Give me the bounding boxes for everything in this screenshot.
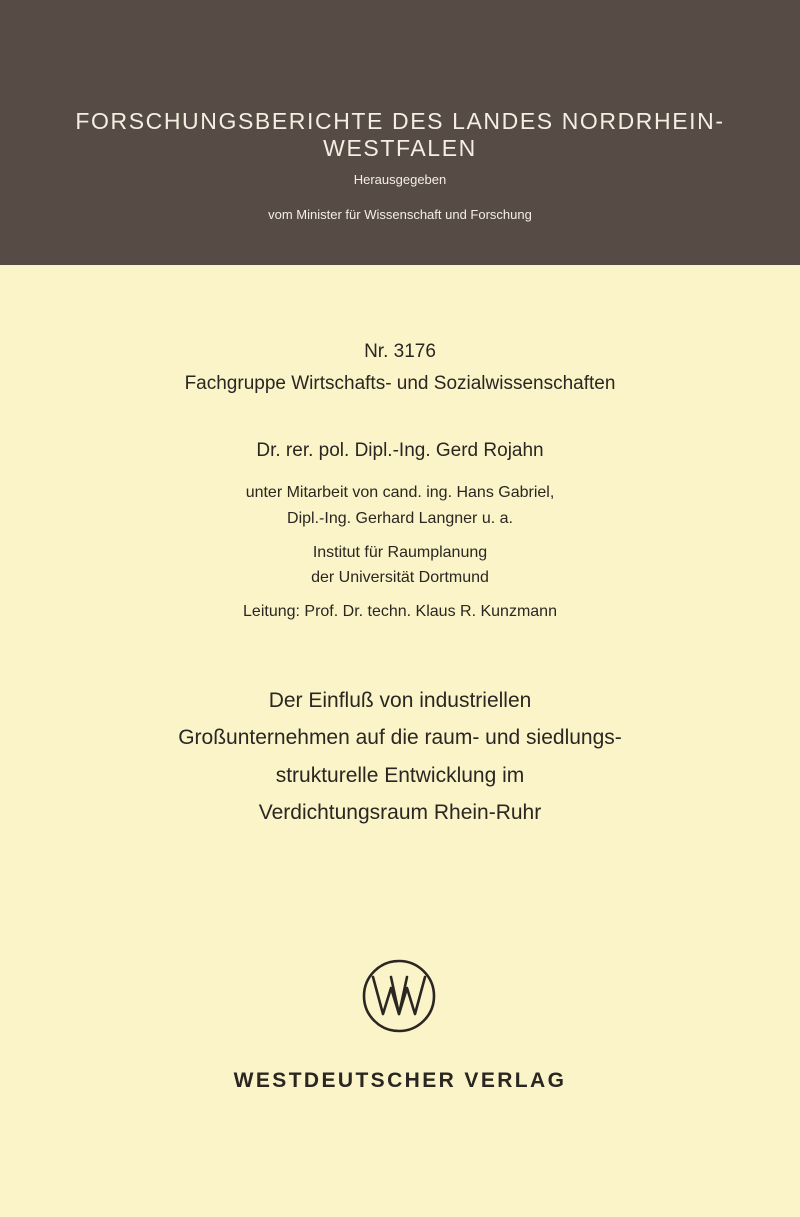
institute-line-2: der Universität Dortmund bbox=[311, 569, 489, 586]
book-title-line-1: Der Einfluß von industriellen bbox=[268, 689, 532, 712]
editor-note-line-1: Herausgegeben bbox=[353, 172, 447, 187]
series-header-band bbox=[0, 0, 800, 265]
report-number: Nr. 3176 bbox=[364, 341, 436, 362]
book-title-line-2: Großunternehmen auf die raum- und siedlungs- bbox=[178, 726, 622, 749]
book-title-line-4: Verdichtungsraum Rhein-Ruhr bbox=[258, 801, 542, 824]
book-title-line-3: strukturelle Entwicklung im bbox=[275, 764, 525, 787]
collaborators-line-2: Dipl.-Ing. Gerhard Langner u. a. bbox=[287, 510, 513, 527]
subject-group: Fachgruppe Wirtschafts- und Sozialwissenschaften bbox=[184, 373, 616, 394]
editor-note-line-2: vom Minister für Wissenschaft und Forschung bbox=[268, 207, 532, 222]
publisher-logo-icon bbox=[361, 958, 437, 1034]
leadership-line: Leitung: Prof. Dr. techn. Klaus R. Kunzmann bbox=[243, 603, 557, 620]
author: Dr. rer. pol. Dipl.-Ing. Gerd Rojahn bbox=[256, 440, 544, 461]
collaborators-line-1: unter Mitarbeit von cand. ing. Hans Gabriel, bbox=[245, 484, 555, 501]
institute-line-1: Institut für Raumplanung bbox=[312, 544, 488, 561]
publisher-name: WESTDEUTSCHER VERLAG bbox=[233, 1069, 567, 1092]
series-title: FORSCHUNGSBERICHTE DES LANDES NORDRHEIN-WESTFALEN bbox=[75, 108, 725, 161]
